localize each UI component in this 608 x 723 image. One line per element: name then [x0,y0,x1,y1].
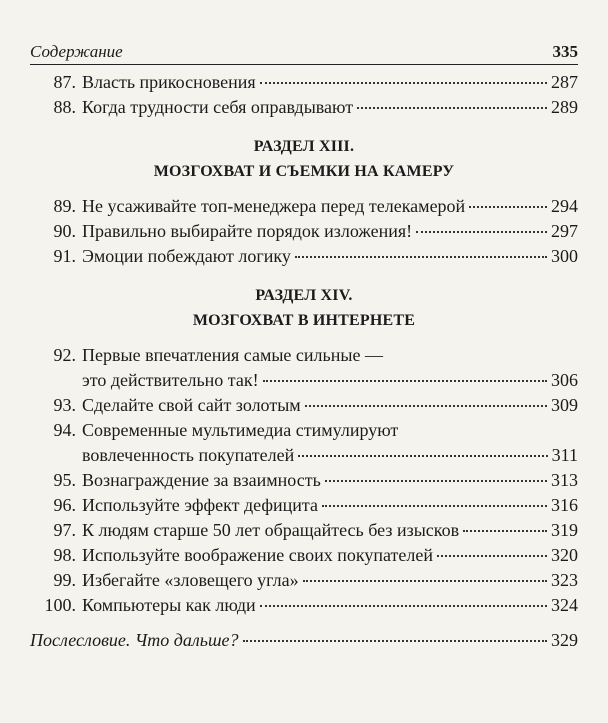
toc-entry-page: 324 [551,595,578,615]
toc-entry-90[interactable] [30,219,578,244]
toc-entry-91[interactable] [30,244,578,269]
leader-dots [305,405,547,407]
leader-dots [243,640,547,642]
toc-entry-89[interactable] [30,194,578,219]
section-13-label: РАЗДЕЛ XIII. [253,138,355,155]
toc-entry-title: Власть прикосновения [82,72,256,92]
toc-entry-number: 98. [53,545,76,565]
section-14-title: МОЗГОХВАТ В ИНТЕРНЕТЕ [192,312,416,329]
toc-entry-page: 320 [551,545,578,565]
toc-entry-page: 309 [551,395,578,415]
leader-dots [437,555,547,557]
toc-entry-title: Используйте эффект дефицита [82,495,319,515]
spacer [30,618,578,628]
leader-dots [260,82,547,84]
toc-entry-page: 313 [551,470,578,490]
toc-entry-title: Компьютеры как люди [82,595,256,615]
toc-entry-page: 316 [551,495,578,515]
toc-entry-93[interactable] [30,393,578,418]
leader-dots [260,605,547,607]
header-title: Содержание [30,42,123,61]
toc-entry-title: Правильно выбирайте порядок изложения! [82,221,413,241]
leader-dots [469,206,547,208]
toc-entry-number: 95. [53,470,76,490]
toc-entry-title: Послесловие. Что дальше? [30,630,239,650]
toc-entry-page: 323 [551,570,578,590]
toc-entry-number: 90. [53,221,76,241]
toc-entry-page: 311 [551,445,578,465]
toc-entry-number: 88. [53,97,76,117]
toc-entry-title: Сделайте свой сайт золотым [82,395,301,415]
header-page-number: 335 [552,42,578,61]
toc-entry-number: 87. [53,72,76,92]
toc-entry-number: 89. [53,196,76,216]
toc-entry-title-continued: вовлеченность покупателей [82,445,295,465]
toc-entry-page: 287 [551,72,578,92]
leader-dots [295,256,547,258]
toc-entry-page: 329 [551,630,578,650]
toc-entry-number: 97. [53,520,76,540]
leader-dots [416,231,547,233]
toc-entry-96[interactable] [30,493,578,518]
toc-entry-page: 306 [551,370,578,390]
toc-entry-page: 297 [551,221,578,241]
toc-entry-92[interactable] [30,343,578,393]
toc-entry-title: Эмоции побеждают логику [82,246,291,266]
toc-entry-number: 99. [53,570,76,590]
leader-dots [263,380,547,382]
toc-entry-99[interactable] [30,568,578,593]
section-13-title: МОЗГОХВАТ И СЪЕМКИ НА КАМЕРУ [153,163,455,180]
toc-entry-number: 96. [53,495,76,515]
leader-dots [322,505,547,507]
toc-entry-number: 93. [53,395,76,415]
toc-entry-97[interactable] [30,518,578,543]
toc-entry-title: Современные мультимедиа стимулируют [82,420,399,440]
toc-entry-title: Используйте воображение своих покупателей [82,545,433,565]
toc-entry-title: Первые впечатления самые сильные — [82,345,383,365]
leader-dots [325,480,547,482]
toc-entry-afterword[interactable] [30,628,578,653]
table-of-contents [30,70,578,653]
toc-entry-100[interactable] [30,593,578,618]
toc-entry-page: 289 [551,97,578,117]
toc-entry-94[interactable] [30,418,578,468]
toc-entry-title: К людям старше 50 лет обращайтесь без изысков [82,520,460,540]
toc-entry-title: Избегайте «зловещего угла» [82,570,299,590]
toc-entry-title: Когда трудности себя оправдывают [82,97,354,117]
toc-entry-page: 300 [551,246,578,266]
toc-entry-title-continued: это действительно так! [82,370,259,390]
toc-entry-number: 100. [44,595,76,615]
toc-entry-number: 91. [53,246,76,266]
leader-dots [357,107,547,109]
leader-dots [298,455,547,457]
toc-entry-number: 92. [53,345,76,365]
section-14-label: РАЗДЕЛ XIV. [255,287,353,304]
toc-entry-98[interactable] [30,543,578,568]
toc-entry-page: 319 [551,520,578,540]
toc-entry-95[interactable] [30,468,578,493]
running-header [30,42,578,66]
toc-entry-title: Не усаживайте топ-менеджера перед телекамерой [82,196,466,216]
toc-entry-88[interactable] [30,95,578,120]
toc-entry-number: 94. [53,420,76,440]
leader-dots [463,530,547,532]
toc-entry-title: Вознаграждение за взаимность [82,470,321,490]
leader-dots [303,580,547,582]
toc-entry-87[interactable] [30,70,578,95]
header-rule [30,64,578,65]
toc-entry-page: 294 [551,196,578,216]
